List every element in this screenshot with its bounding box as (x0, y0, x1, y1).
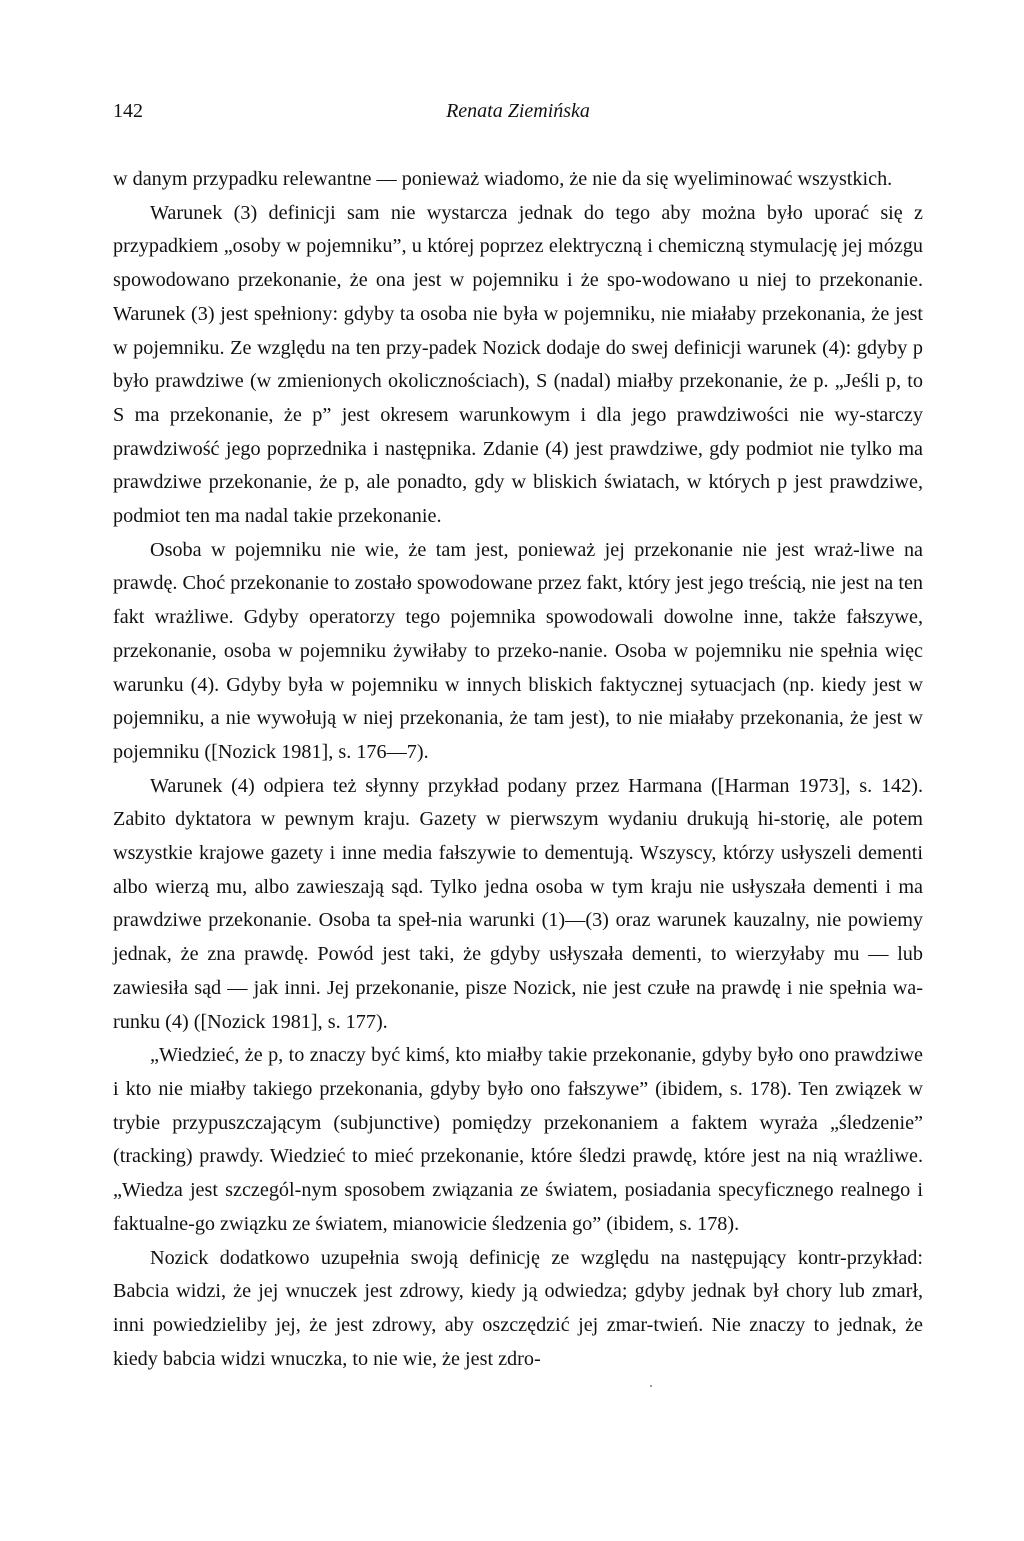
body-text (113, 163, 923, 1376)
scan-speck (650, 1385, 652, 1387)
paragraph-tracking: „Wiedzieć, że p, to znaczy być kimś, kto miałby takie przekonanie, gdyby było ono prawdziwe i kto nie miałby takiego przekonania, gdyby było ono fałszywe” (ibidem, s. 178). Ten związek w trybie przypuszczającym (subjunctive) pomiędzy przekonaniem a faktem wyraża „śledzenie” (tracking) prawdy. Wiedzieć to mieć przekonanie, które śledzi prawdę, które jest na nią wrażliwe. „Wiedza jest szczegól-nym sposobem związania ze światem, posiadania specyficznego realnego i faktualne-go związku ze światem, mianowicie śledzenia go” (ibidem, s. 178). (113, 1044, 923, 1235)
paragraph-grandmother-example: Nozick dodatkowo uzupełnia swoją definicję ze względu na następujący kontr-przykład: Babcia widzi, że jej wnuczek jest zdrowy, kiedy ją odwiedza; gdyby jednak był chory lub zmarł, inni powiedzieliby jej, że jest zdrowy, aby oszczędzić jej zmar-twień. Nie znaczy to jednak, że kiedy babcia widzi wnuczka, to nie wie, że jest zdro- (113, 1246, 923, 1370)
paragraph-harman-example: Warunek (4) odpiera też słynny przykład podany przez Harmana ([Harman 1973], s. 142). Zabito dyktatora w pewnym kraju. Gazety w pierwszym wydaniu drukują hi-storię, ale potem wszystkie krajowe gazety i inne media fałszywie to dementują. Wszyscy, którzy usłyszeli dementi albo wierzą mu, albo zawieszają sąd. Tylko jedna osoba w tym kraju nie usłyszała dementi i ma prawdziwe przekonanie. Osoba ta speł-nia warunki (1)—(3) oraz warunek kauzalny, nie powiemy jednak, że zna prawdę. Powód jest taki, że gdyby usłyszała dementi, to wierzyłaby mu — lub zawiesiła sąd — jak inni. Jej przekonanie, pisze Nozick, nie jest czułe na prawdę i nie spełnia wa-runku (4) ([Nozick 1981], s. 177). (113, 774, 923, 1033)
paragraph-warunek-3: Warunek (3) definicji sam nie wystarcza jednak do tego aby można było uporać się z przypadkiem „osoby w pojemniku”, u której poprzez elektryczną i chemiczną stymulację jej mózgu spowodowano przekonanie, że ona jest w pojemniku i że spo-wodowano u niej to przekonanie. Warunek (3) jest spełniony: gdyby ta osoba nie była w pojemniku, nie miałaby przekonania, że jest w pojemniku. Ze względu na ten przy-padek Nozick dodaje do swej definicji warunek (4): gdyby p było prawdziwe (w zmienionych okolicznościach), S (nadal) miałby przekonanie, że p. „Jeśli p, to S ma przekonanie, że p” jest okresem warunkowym i dla jego prawdziwości nie wy-starczy prawdziwość jego poprzednika i następnika. Zdanie (4) jest prawdziwe, gdy podmiot nie tylko ma prawdziwe przekonanie, że p, ale ponadto, gdy w bliskich światach, w których p jest prawdziwe, podmiot ten ma nadal takie przekonanie. (113, 201, 923, 528)
paragraph-continuation: w danym przypadku relewantne — ponieważ wiadomo, że nie da się wyeliminować wszystkich. (113, 168, 893, 190)
paragraph-osoba-w-pojemniku: Osoba w pojemniku nie wie, że tam jest, ponieważ jej przekonanie nie jest wraż-liwe na prawdę. Choć przekonanie to zostało spowodowane przez fakt, który jest jego treścią, nie jest na ten fakt wrażliwe. Gdyby operatorzy tego pojemnika spowodowali dowolne inne, także fałszywe, przekonanie, osoba w pojemniku żywiłaby to przeko-nanie. Osoba w pojemniku nie spełnia więc warunku (4). Gdyby była w pojemniku w innych bliskich faktycznej sytuacjach (np. kiedy jest w pojemniku, a nie wywołują w niej przekonania, że tam jest), to nie miałaby przekonania, że jest w pojemniku ([Nozick 1981], s. 176—7). (113, 538, 923, 763)
page-number: 142 (113, 100, 143, 122)
running-head-author: Renata Ziemińska (446, 100, 590, 122)
page-header (113, 100, 923, 132)
